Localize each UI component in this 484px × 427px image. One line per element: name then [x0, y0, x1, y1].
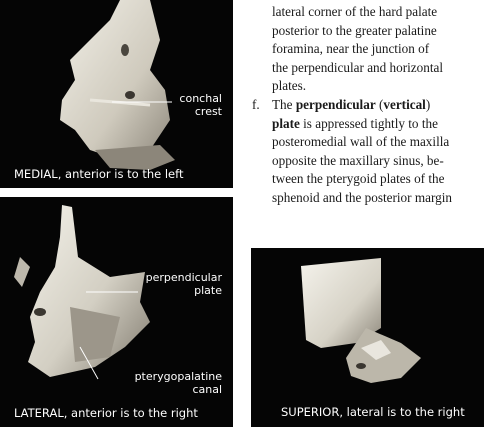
perpendicular-plate-label: perpendicular plate [145, 271, 222, 297]
text-line: plates. [272, 78, 307, 94]
text-line: foramina, near the junction of [272, 41, 430, 57]
superior-view-photo [251, 248, 484, 427]
text-line: opposite the maxillary sinus, be- [272, 152, 444, 168]
term-vertical: vertical [383, 96, 426, 112]
superior-bone-illustration [251, 248, 484, 427]
pterygopalatine-canal-label: pterygopalatine canal [134, 370, 222, 396]
term-perpendicular: perpendicular [295, 96, 376, 112]
text-line: sphenoid and the posterior margin [272, 189, 452, 205]
term-plate: plate [272, 115, 300, 131]
medial-view-photo [0, 0, 233, 188]
text-line: posterior to the greater palatine [272, 22, 437, 38]
medial-caption: MEDIAL, anterior is to the left [14, 167, 184, 181]
text-line: lateral corner of the hard palate [272, 4, 438, 19]
text-line: plate is appressed tightly to the [272, 115, 438, 131]
text-line: posteromedial wall of the maxilla [272, 134, 450, 150]
conchal-crest-label: conchal crest [179, 92, 222, 118]
text-line: tween the pterygoid plates of the [272, 171, 445, 187]
lateral-view-photo [0, 197, 233, 427]
item-marker: f. [252, 96, 260, 112]
text-line: the perpendicular and horizontal [272, 59, 443, 75]
lateral-caption: LATERAL, anterior is to the right [14, 406, 198, 420]
superior-caption: SUPERIOR, lateral is to the right [281, 405, 465, 419]
list-item-f: f. The perpendicular (vertical) [246, 96, 484, 115]
body-text [246, 0, 484, 208]
